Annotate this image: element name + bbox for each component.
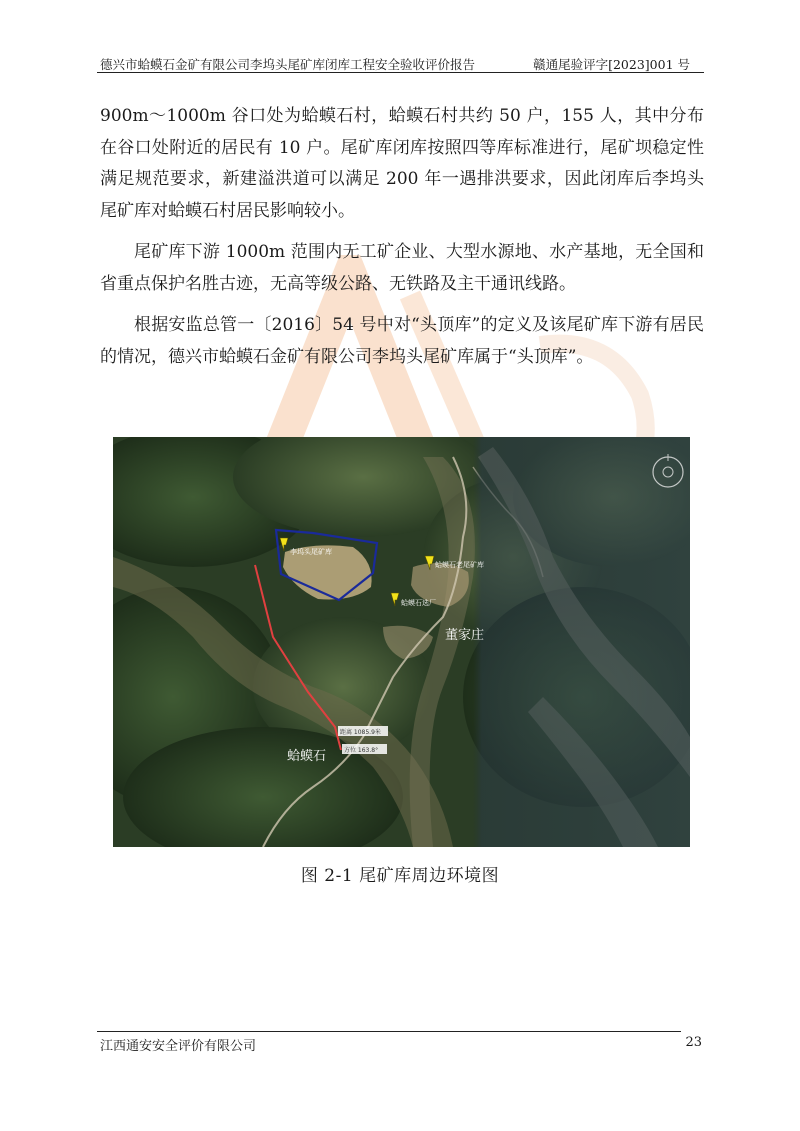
satellite-map	[113, 437, 690, 847]
footer-rule	[97, 1031, 681, 1032]
header-rule	[97, 72, 704, 73]
body-text	[100, 101, 704, 383]
paragraph-2: 尾矿库下游 1000m 范围内无工矿企业、大型水源地、水产基地，无全国和省重点保护名胜古迹，无高等级公路、无铁路及主干通讯线路。	[100, 242, 704, 294]
label-hamashi-village: 蛤蟆石	[287, 749, 327, 764]
label-measure-bearing: 方位 163.8°	[344, 747, 379, 754]
label-plant: 蛤蟆石选厂	[401, 599, 436, 607]
label-old-tailings: 蛤蟆石老尾矿库	[435, 561, 484, 569]
label-measure-distance: 距离 1085.9米	[340, 729, 381, 736]
report-number: 赣通尾验评字[2023]001 号	[533, 57, 690, 72]
footer-company: 江西通安安全评价有限公司	[100, 1039, 257, 1054]
figure-caption: 图 2-1 尾矿库周边环境图	[300, 866, 500, 886]
paragraph-1: 900m～1000m 谷口处为蛤蟆石村，蛤蟆石村共约 50 户，155 人，其中分布在谷口处附近的居民有 10 户。尾矿库闭库按照四等库标准进行，尾矿坝稳定性满足规范要求，新建溢洪道可以满足 200 年一遇排洪要求，因此闭库后李坞头尾矿库对蛤蟆石村居民影响较小。	[100, 106, 704, 221]
paragraph-3: 根据安监总管一〔2016〕54 号中对“头顶库”的定义及该尾矿库下游有居民的情况，德兴市蛤蟆石金矿有限公司李坞头尾矿库属于“头顶库”。	[100, 315, 704, 367]
page-number: 23	[685, 1035, 702, 1050]
label-tailings-pond: 李坞头尾矿库	[290, 548, 332, 556]
label-dongjia-village: 董家庄	[445, 628, 485, 643]
header-title: 德兴市蛤蟆石金矿有限公司李坞头尾矿库闭库工程安全验收评价报告	[100, 57, 476, 72]
